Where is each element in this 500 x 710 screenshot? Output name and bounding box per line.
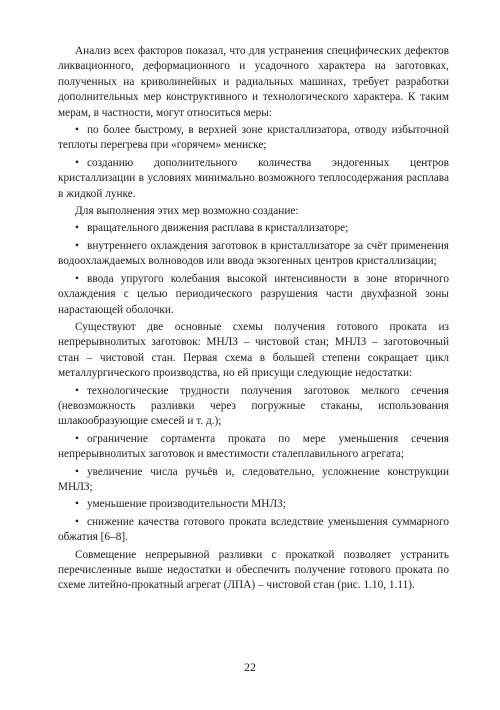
- list-item: [58, 465, 449, 496]
- list-item-text: вращательного движения расплава в кристаллизаторе;: [87, 222, 349, 235]
- list-item-text: снижение качества готового проката вследствие уменьшения суммарного обжатия [6–8].: [58, 515, 449, 544]
- list-item-text: технологические трудности получения заготовок мелкого сечения (невозможность разливки через погружные стаканы, использования шлакообразующие смесей и т. д.);: [58, 384, 449, 428]
- bullet-icon: •: [75, 465, 79, 478]
- list-item-text: по более быстрому, в верхней зоне кристаллизатора, отводу избыточной теплоты перегрева при «горячем» мениске;: [58, 124, 449, 152]
- bullet-icon: •: [75, 156, 79, 169]
- bullet-icon: •: [75, 272, 79, 285]
- list-measures: [58, 123, 449, 202]
- list-item: [58, 515, 449, 546]
- list-item: [58, 156, 449, 202]
- list-item: [58, 272, 449, 318]
- list-item: [58, 123, 449, 154]
- list-item-text: внутреннего охлаждения заготовок в кристаллизаторе за счёт применения водоохлаждаемых волноводов или ввода экзогенных центров кристаллизации;: [58, 239, 449, 268]
- bullet-icon: •: [75, 432, 79, 445]
- bullet-icon: •: [75, 498, 79, 511]
- paragraph-analysis: Анализ всех факторов показал, что для устранения специфических дефектов ликвационного, деформационного и усадочного характера на заготовках, полученных на криволинейных и радиальных машинах, требует разработки дополнительных мер конструктивного и технологического характера. К таким мерам, в частности, могут относиться меры:: [58, 45, 449, 119]
- list-creation: [58, 221, 449, 317]
- paragraph-schemes: Существуют две основные схемы получения готового проката из непрерывнолитых заготовок: МНЛЗ – чистовой стан; МНЛЗ – заготовочный стан – чистовой стан. Первая схема в большей степени сокращает цикл металлургического производства, но ей присущи следующие недостатки:: [58, 320, 449, 380]
- list-item-text: ограничение сортамента проката по мере уменьшения сечения непрерывнолитых заготовок и вместимости сталеплавильного агрегата;: [58, 432, 449, 461]
- list-item: [58, 497, 449, 512]
- page-number: 22: [244, 660, 256, 674]
- list-item-text: уменьшение производительности МНЛЗ;: [87, 498, 286, 511]
- list-item: [58, 221, 449, 236]
- paragraph-conclusion: Совмещение непрерывной разливки с прокаткой позволяет устранить перечисленные выше недостатки и обеспечить получение готового проката по схеме литейно-прокатный агрегат (ЛПА) – чистовой стан (рис. 1.10, 1.11).: [58, 548, 449, 592]
- bullet-icon: •: [75, 222, 79, 235]
- bullet-icon: •: [75, 239, 79, 252]
- list-item: [58, 432, 449, 463]
- bullet-icon: •: [75, 384, 79, 397]
- bullet-icon: •: [75, 515, 79, 528]
- list-item-text: ввода упругого колебания высокой интенсивности в зоне вторичного охлаждения с целью периодического разрушения части двухфазной зоны нарастающей оболочки.: [58, 272, 449, 316]
- list-item-text: созданию дополнительного количества эндогенных центров кристаллизации в условиях минимально возможного теплосодержания расплава в жидкой лунке.: [58, 156, 449, 200]
- paragraph-creation: Для выполнения этих мер возможно создание:: [75, 205, 299, 218]
- body-text: [58, 44, 449, 598]
- bullet-icon: •: [75, 124, 79, 137]
- list-item-text: увеличение числа ручьёв и, следовательно, усложнение конструкции МНЛЗ;: [58, 465, 449, 493]
- list-item: [58, 384, 449, 430]
- list-drawbacks: [58, 384, 449, 546]
- list-item: [58, 239, 449, 270]
